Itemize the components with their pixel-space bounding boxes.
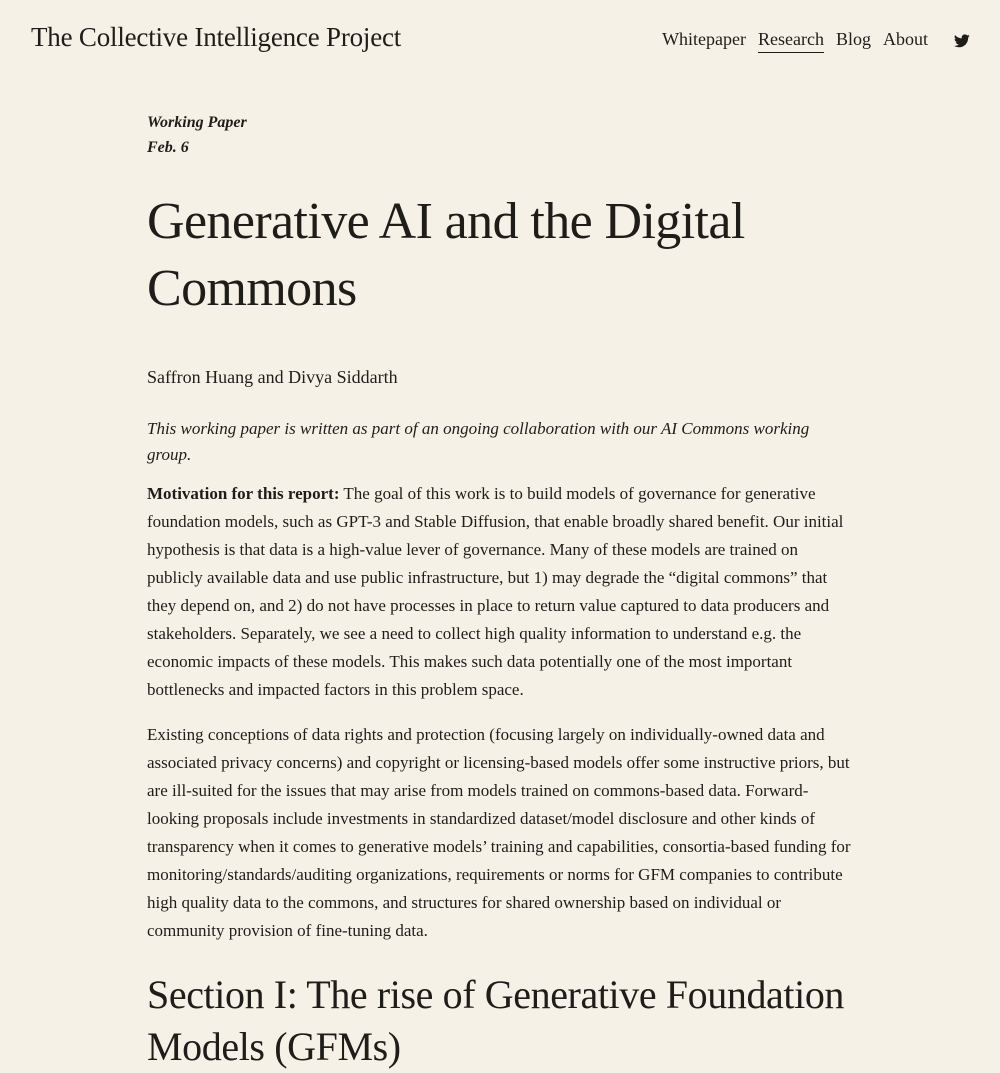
nav-blog[interactable]: Blog xyxy=(835,29,871,49)
motivation-paragraph xyxy=(147,480,857,704)
motivation-label: Motivation for this report: xyxy=(147,484,340,503)
article xyxy=(147,110,857,1073)
nav-whitepaper[interactable]: Whitepaper xyxy=(662,29,747,49)
motivation-text: The goal of this work is to build models of governance for generative foundation models, such as GPT-3 and Stable Diffusion, that enable broadly shared benefit. Our initial hypothesis is that data is a high-value lever of governance. Many of these models are trained on publicly available data and use public infrastructure, but 1) may degrade the “digital commons” that they depend on, and 2) do not have processes in place to return value captured to data producers and stakeholders. Separately, we see a need to collect high quality information to understand e.g. the economic impacts of these models. This makes such data potentially one of the most important bottlenecks and impacted factors in this problem space. xyxy=(147,484,844,699)
article-authors: Saffron Huang and Divya Siddarth xyxy=(147,367,398,387)
article-title: Generative AI and the Digital Commons xyxy=(147,193,745,317)
nav-research[interactable]: Research xyxy=(758,29,824,53)
article-date: Feb. 6 xyxy=(147,139,189,156)
site-header xyxy=(0,0,1000,80)
twitter-icon[interactable] xyxy=(954,34,970,48)
section-heading: Section I: The rise of Generative Foundation Models (GFMs) xyxy=(147,972,845,1069)
main-nav xyxy=(662,29,970,53)
site-title[interactable]: The Collective Intelligence Project xyxy=(31,22,402,52)
article-note: This working paper is written as part of an ongoing collaboration with our AI Commons working group. xyxy=(147,419,810,464)
article-type: Working Paper xyxy=(147,114,247,131)
paragraph-2: Existing conceptions of data rights and protection (focusing largely on individually-owned data and associated privacy concerns) and copyright or licensing-based models offer some instructive priors, but are ill-suited for the issues that may arise from models trained on commons-based data. Forward-looking proposals include investments in standardized dataset/model disclosure and other kinds of transparency when it comes to generative models’ training and capabilities, consortia-based funding for monitoring/standards/auditing organizations, requirements or norms for GFM companies to contribute high quality data to the commons, and structures for shared ownership based on individual or community provision of fine-tuning data. xyxy=(147,725,851,940)
nav-about[interactable]: About xyxy=(883,29,928,49)
